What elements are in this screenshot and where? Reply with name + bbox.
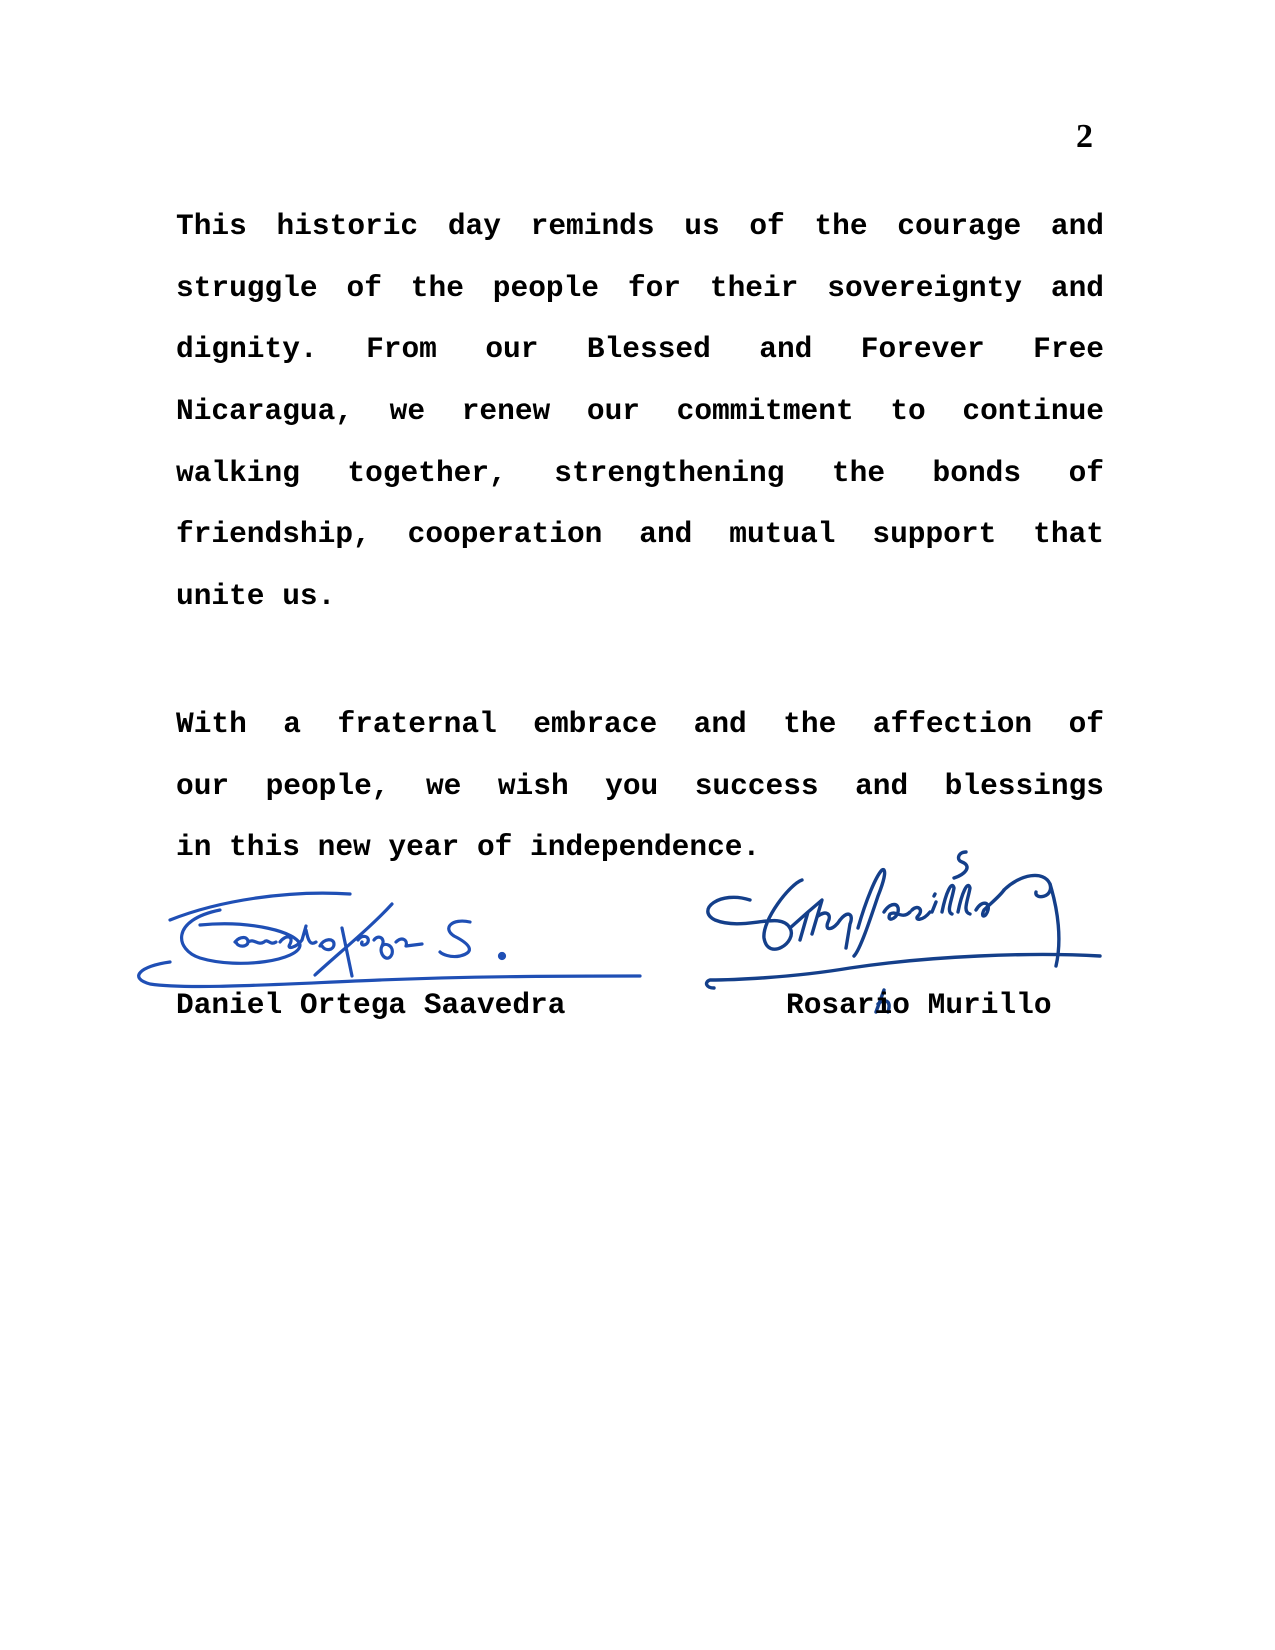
page-number: 2	[1076, 118, 1093, 155]
signature-daniel-ortega	[130, 880, 690, 990]
paragraph-line: walking together, strengthening the bonds of	[176, 455, 1104, 490]
paragraph-closing	[176, 694, 1104, 879]
paragraph-line: in this new year of independence.	[176, 830, 761, 865]
paragraph-line: our people, we wish you success and blessings	[176, 768, 1104, 803]
paragraph-line: struggle of the people for their sovereignty and	[176, 270, 1104, 305]
signatory-name: Daniel Ortega Saavedra	[176, 988, 566, 1022]
paragraph-line: Nicaragua, we renew our commitment to continue	[176, 394, 1104, 429]
paragraph-line: unite us.	[176, 579, 336, 614]
paragraph-line: friendship, cooperation and mutual support that	[176, 517, 1104, 552]
paragraph-line: With a fraternal embrace and the affection of	[176, 707, 1104, 741]
paragraph-line: dignity. From our Blessed and Forever Free	[176, 332, 1104, 367]
paragraph-message	[176, 196, 1104, 628]
signatory-name: Rosario Murillo	[786, 988, 1052, 1022]
paragraph-line: This historic day reminds us of the courage and	[176, 209, 1104, 243]
